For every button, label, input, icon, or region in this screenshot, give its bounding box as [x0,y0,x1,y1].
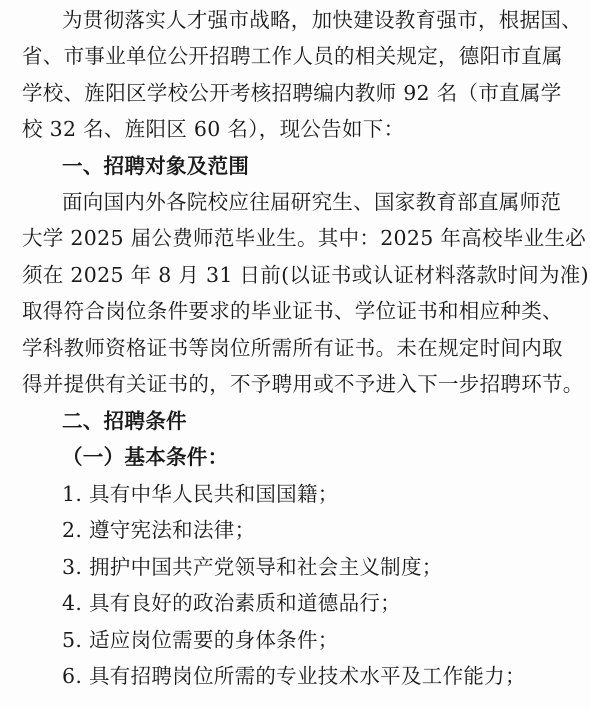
section-1-line-1: 面向国内外各院校应往届研究生、国家教育部直属师范 [62,190,562,214]
section-1-line-2: 大学 2025 届公费师范毕业生。其中：2025 年高校毕业生必 [22,226,586,250]
intro-line-1: 为贯彻落实人才强市战略，加快建设教育强市，根据国、 [62,8,582,32]
section-1-heading: 一、招聘对象及范围 [62,154,250,178]
intro-line-4: 校 32 名、旌阳区 60 名），现公告如下： [22,117,405,141]
condition-item-6: 6. 具有招聘岗位所需的专业技术水平及工作能力； [62,664,526,688]
condition-item-5: 5. 适应岗位需要的身体条件； [62,628,339,652]
section-1-line-3: 须在 2025 年 8 月 31 日前(以证书或认证材料落款时间为准) [22,263,589,287]
section-1-line-4: 取得符合岗位条件要求的毕业证书、学位证书和相应种类、 [22,299,563,323]
section-2-heading: 二、招聘条件 [62,409,187,433]
section-1-line-5: 学科教师资格证书等岗位所需所有证书。未在规定时间内取 [22,336,563,360]
section-2-subheading: （一）基本条件： [62,445,229,469]
condition-item-2: 2. 遵守宪法和法律； [62,518,256,542]
condition-item-4: 4. 具有良好的政治素质和道德品行； [62,591,401,615]
section-1-line-6: 得并提供有关证书的，不予聘用或不予进入下一步招聘环节。 [22,372,584,396]
intro-line-2: 省、市事业单位公开招聘工作人员的相关规定，德阳市直属 [22,44,563,68]
condition-item-1: 1. 具有中华人民共和国国籍； [62,482,339,506]
intro-line-3: 学校、旌阳区学校公开考核招聘编内教师 92 名（市直属学 [22,81,562,105]
condition-item-3: 3. 拥护中国共产党领导和社会主义制度； [62,555,443,579]
